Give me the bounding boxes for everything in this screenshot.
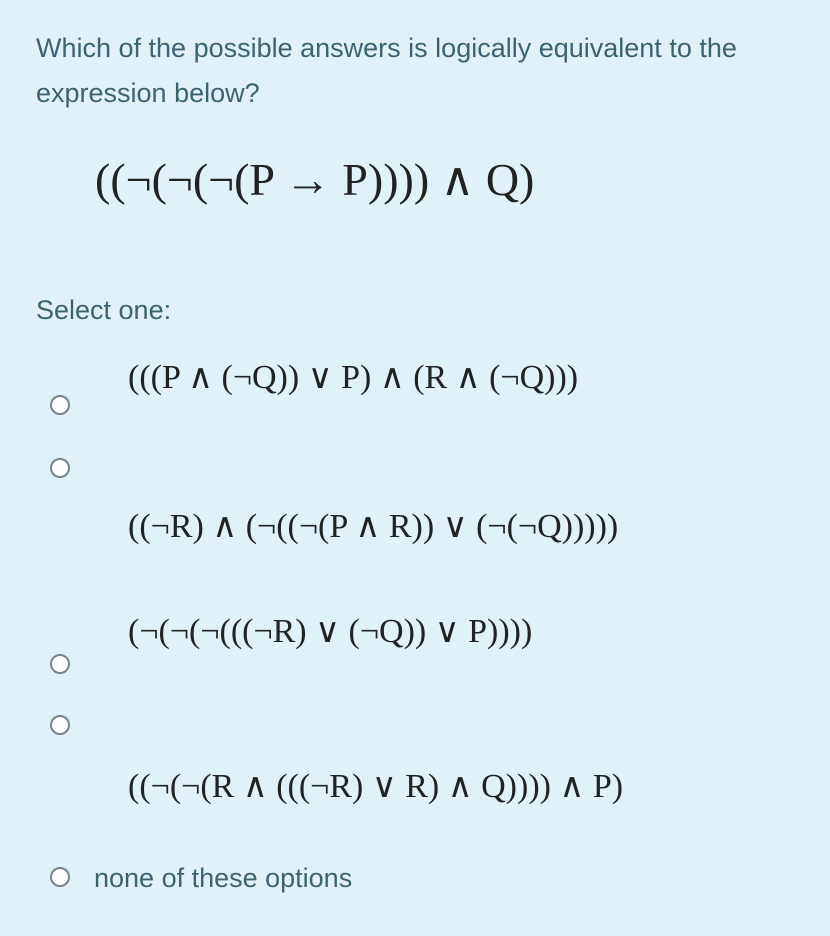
option-3-radio[interactable]	[50, 654, 70, 674]
option-none-radio[interactable]	[50, 867, 70, 887]
select-one-label: Select one:	[36, 295, 172, 325]
question-text: Which of the possible answers is logically equivalent to the expression below?	[36, 33, 737, 108]
option-3-expression: (¬(¬(¬(((¬R) ∨ (¬Q)) ∨ P))))	[128, 613, 533, 650]
option-1-expression: (((P ∧ (¬Q)) ∨ P) ∧ (R ∧ (¬Q)))	[128, 359, 579, 396]
option-4-radio[interactable]	[50, 715, 70, 735]
option-none-label[interactable]: none of these options	[94, 863, 353, 893]
question-expression: ((¬(¬(¬(P → P)))) ∧ Q)	[95, 154, 535, 205]
option-2-expression: ((¬R) ∧ (¬((¬(P ∧ R)) ∨ (¬(¬Q)))))	[128, 508, 619, 545]
option-4-expression: ((¬(¬(R ∧ (((¬R) ∨ R) ∧ Q)))) ∧ P)	[128, 768, 624, 805]
option-2-radio[interactable]	[50, 458, 70, 478]
option-1-radio[interactable]	[50, 395, 70, 415]
